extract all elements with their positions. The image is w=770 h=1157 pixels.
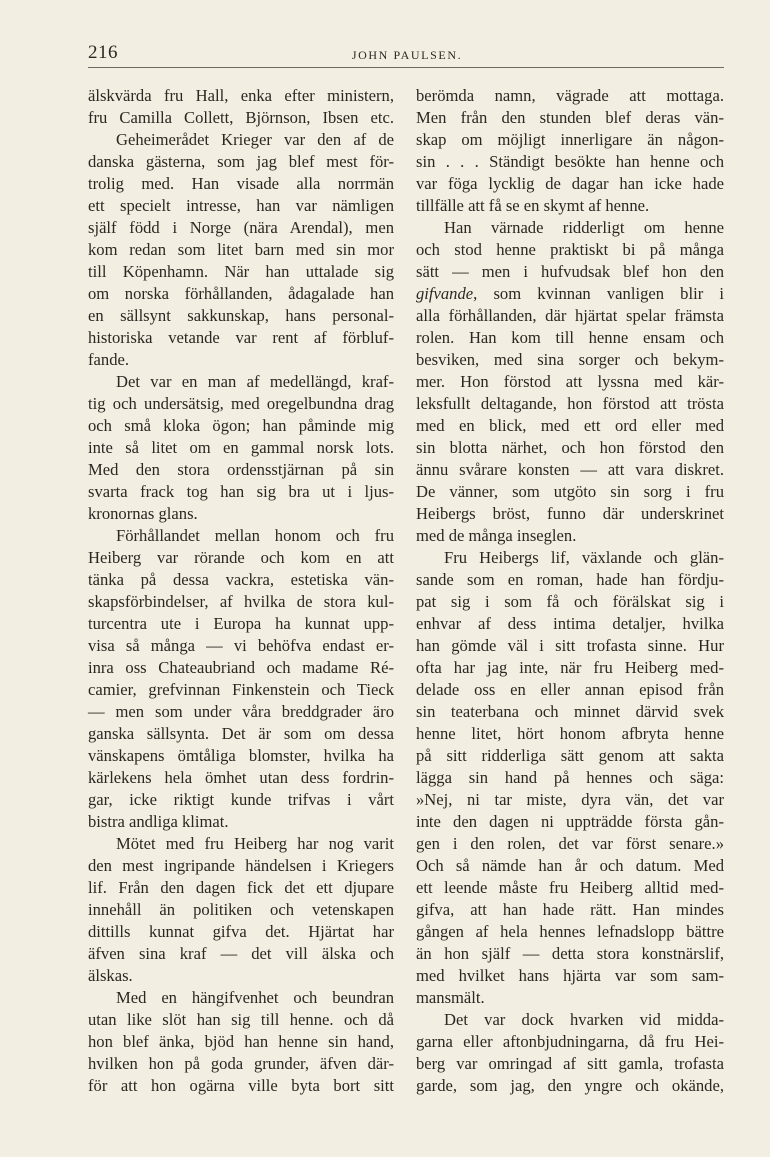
text-line: Och så nämde han år och datum. Med (416, 856, 724, 875)
text-line: älskas. (88, 966, 133, 985)
text-line: sande som en roman, hade han fördju- (416, 570, 724, 589)
text-line: sätt — men i hufvudsak blef hon den (416, 262, 724, 281)
text-line: pat sig i som få och förälskat sig i (416, 592, 724, 611)
text-line: gifvande, som kvinnan vanligen blir i (416, 284, 724, 303)
text-line: »Nej, ni tar miste, dyra vän, det var (416, 790, 724, 809)
text-line: för att hon ogärna ville byta bort sitt (88, 1076, 394, 1095)
text-line: än hon själf — detta stora konstnärslif, (416, 944, 724, 963)
text-line: lif. Från den dagen fick det ett djupare (88, 878, 394, 897)
text-line: gifva, att han hade rätt. Han mindes (416, 900, 724, 919)
text-line: han gömde väl i sitt trofasta sinne. Hur (416, 636, 724, 655)
text-line: De vänner, som utgöto sin sorg i fru (416, 482, 724, 501)
text-line: danska gästerna, som jag blef mest för- (88, 152, 394, 171)
text-line: skap om möjligt innerligare än någon- (416, 130, 724, 149)
text-line: sin . . . Ständigt besökte han henne och (416, 152, 724, 171)
text-line: Heibergs bröst, funno där underskrinet (416, 504, 724, 523)
text-line: med hvilket hans hjärta var som sam- (416, 966, 724, 985)
text-line: fande. (88, 350, 129, 369)
text-line: mansmält. (416, 988, 485, 1007)
text-line: besviken, med sina sorger och bekym- (416, 350, 724, 369)
text-line: med en blick, med ett ord eller med (416, 416, 724, 435)
running-head: JOHN PAULSEN. (351, 48, 463, 62)
right-column (416, 85, 724, 1097)
text-line: om norska förhållanden, ådagalade han (88, 284, 394, 303)
text-line: fru Camilla Collett, Björnson, Ibsen etc. (88, 108, 394, 127)
text-line: garna eller aftonbjudningarna, då fru Hei- (416, 1032, 724, 1051)
text-line: och små kloka ögon; han påminde mig (88, 416, 394, 435)
text-line: Fru Heibergs lif, växlande och glän- (444, 548, 724, 567)
text-line: Med den stora ordensstjärnan på sin (88, 460, 394, 479)
text-line: gången af hela hennes lefnadslopp bättre (416, 922, 724, 941)
text-line: på sitt ridderliga sätt genom att sakta (416, 746, 724, 765)
text-line: dittills kunnat gifva det. Hjärtat har (88, 922, 394, 941)
text-line: Det var dock hvarken vid midda- (444, 1010, 724, 1029)
text-line: henne litet, hört honom afbryta henne (416, 724, 724, 743)
text-line: rolen. Han kom till henne ensam och (416, 328, 724, 347)
text-line: vänskapens ömtåliga blomster, hvilka ha (88, 746, 394, 765)
text-line: Men från den stunden blef deras vän- (416, 108, 724, 127)
text-line: svarta frack tog han sig bra ut i ljus- (88, 482, 394, 501)
text-line: till Köpenhamn. När han uttalade sig (88, 262, 394, 281)
text-line: med de många inseglen. (416, 526, 577, 545)
text-line: kom redan som litet barn med sin mor (88, 240, 394, 259)
text-line: äfven sina kraf — det vill älska och (88, 944, 394, 963)
text-line: innehåll än politiken och vetenskapen (88, 900, 394, 919)
text-line: själf född i Norge (nära Arendal), men (88, 218, 394, 237)
text-line: tänka på dessa vackra, estetiska vän- (88, 570, 394, 589)
text-line: leksfullt deltagande, hon förstod att trösta (416, 394, 724, 413)
text-line: lägga sin hand på hennes och säga: (416, 768, 724, 787)
text-line: sin blotta närhet, och hon förstod den (416, 438, 724, 457)
text-line: ett leende måste fru Heiberg alltid med- (416, 878, 724, 897)
text-line: historiska vetande var rent af förbluf- (88, 328, 394, 347)
text-line: den mest ingripande händelsen i Kriegers (88, 856, 394, 875)
text-line: alla förhållanden, där hjärtat spelar främsta (416, 306, 724, 325)
text-line: Han värnade ridderligt om henne (444, 218, 724, 237)
text-line: enhvar af dess intima detaljer, hvilka (416, 614, 724, 633)
text-line: inte så litet om en gammal norsk lots. (88, 438, 394, 457)
text-line: tillfälle att få se en skymt af henne. (416, 196, 650, 215)
text-line: berg var omringad af sitt gamla, trofasta (416, 1054, 724, 1073)
text-line: garde, som jag, den yngre och okände, (416, 1076, 724, 1095)
left-column (88, 85, 394, 1097)
text-line: Förhållandet mellan honom och fru (116, 526, 394, 545)
text-line: visa så många — vi behöfva endast er- (88, 636, 394, 655)
text-line: älskvärda fru Hall, enka efter ministern, (88, 86, 394, 105)
text-line: trolig med. Han visade alla norrmän (88, 174, 394, 193)
text-line: ett specielt intresse, han var nämligen (88, 196, 394, 215)
text-line: berömda namn, vägrade att mottaga. (416, 86, 724, 105)
text-line: Med en hängifvenhet och beundran (116, 988, 394, 1007)
text-line: turcentra ute i Europa ha kunnat upp- (88, 614, 394, 633)
text-line: skapsförbindelser, af hvilka de stora kul- (88, 592, 394, 611)
text-line: kronornas glans. (88, 504, 198, 523)
text-line: och stod henne praktiskt bi på många (416, 240, 724, 259)
text-line: gar, icke riktigt kunde trifvas i vårt (88, 790, 394, 809)
text-line: Mötet med fru Heiberg har nog varit (116, 834, 394, 853)
text-line: delade oss en eller annan episod från (416, 680, 724, 699)
page-number: 216 (88, 42, 118, 63)
text-line: sin teaterbana och minnet därvid svek (416, 702, 724, 721)
text-line: ofta har jag inte, när fru Heiberg med- (416, 658, 724, 677)
text-line: gen i den rolen, det var först senare.» (416, 834, 724, 853)
italic-word: gifvande (416, 284, 474, 303)
text-line: Geheimerådet Krieger var den af de (116, 130, 394, 149)
text-line: — men som under våra breddgrader äro (88, 702, 394, 721)
text-line: kärlekens hela ömhet utan dess fordrin- (88, 768, 394, 787)
text-line: var föga lycklig de dagar han icke hade (416, 174, 724, 193)
text-line: ännu svårare konsten — att vara diskret. (416, 460, 724, 479)
text-line: hvilken hon på goda grunder, äfven där- (88, 1054, 394, 1073)
text-line: Heiberg var rörande och kom en att (88, 548, 394, 567)
header-rule (88, 67, 724, 68)
text-line: tig och undersätsig, med oregelbundna drag (88, 394, 394, 413)
text-line: utan like slöt han sig till henne. och då (88, 1010, 394, 1029)
text-line: camier, grefvinnan Finkenstein och Tieck (88, 680, 394, 699)
text-line: en sällsynt sakkunskap, hans personal- (88, 306, 394, 325)
text-line: ganska sällsynta. Det är som om dessa (88, 724, 394, 743)
text-line: hon blef änka, bjöd han henne sin hand, (88, 1032, 394, 1051)
text-line: bistra andliga klimat. (88, 812, 229, 831)
text-line: Det var en man af medellängd, kraf- (116, 372, 394, 391)
text-line: mer. Hon förstod att lyssna med kär- (416, 372, 724, 391)
text-line: inte den dagen ni uppträdde första gån- (416, 812, 724, 831)
text-line: inra oss Chateaubriand och madame Ré- (88, 658, 394, 677)
